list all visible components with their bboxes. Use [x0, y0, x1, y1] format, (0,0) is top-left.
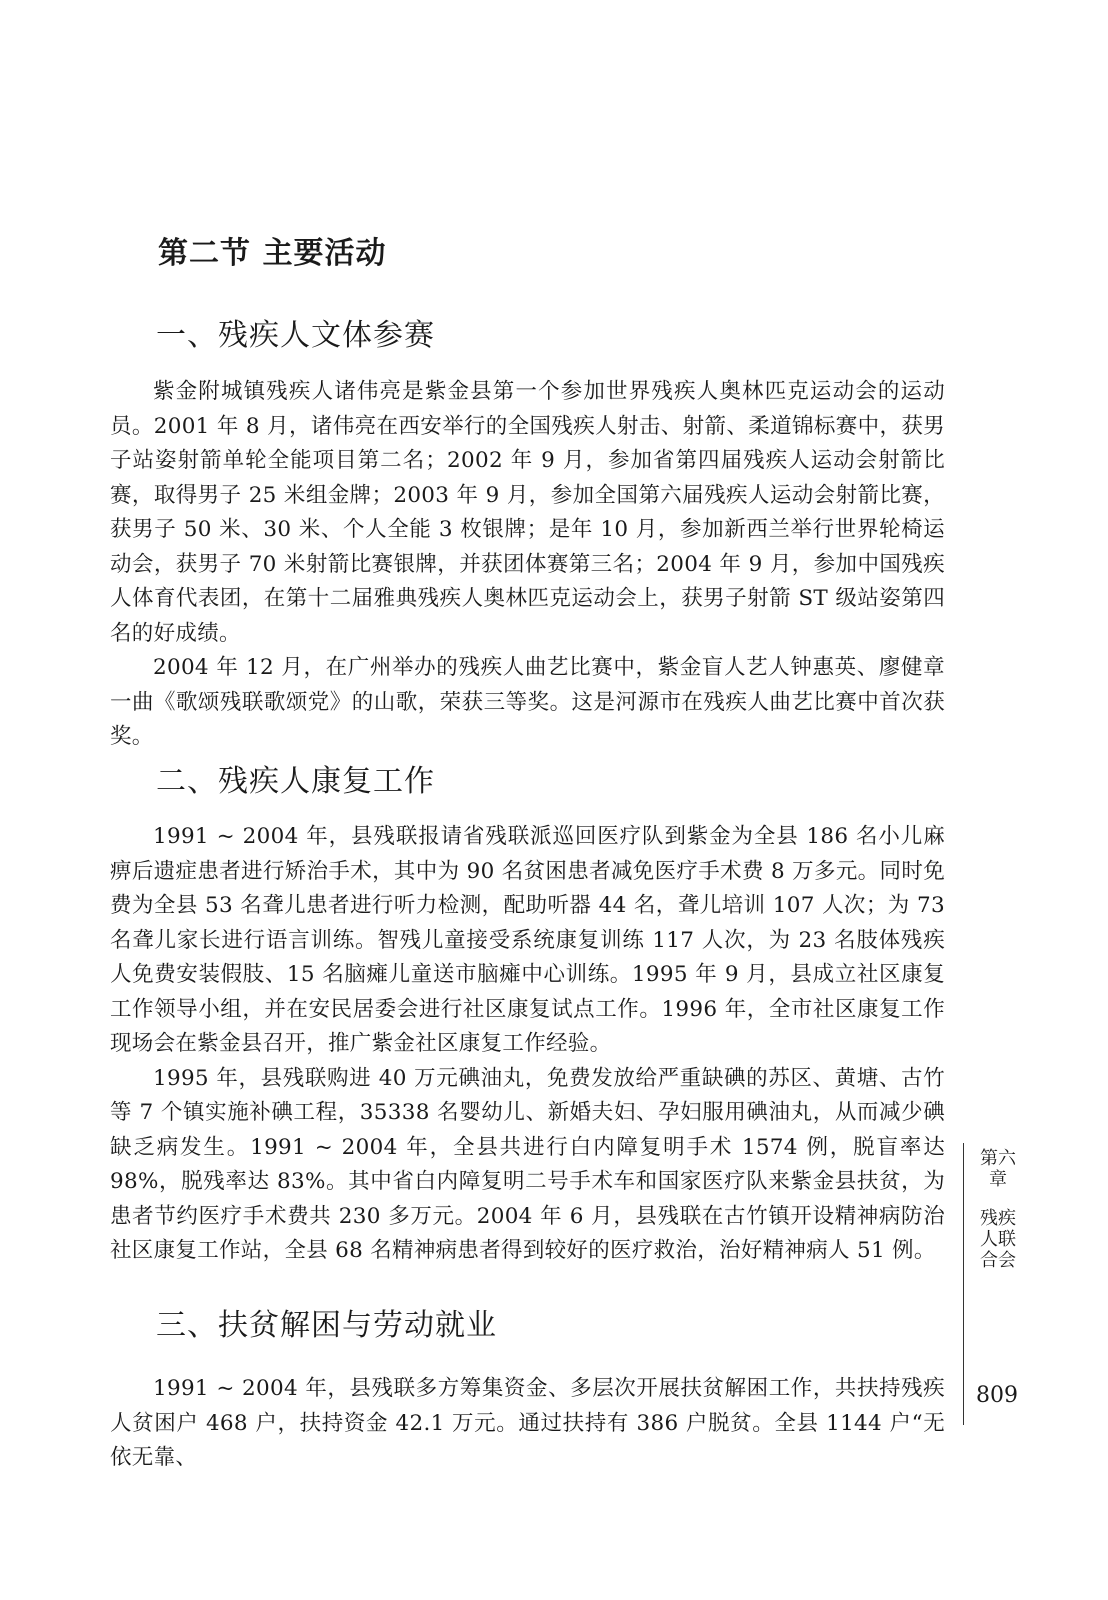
subsection-body-1 — [110, 375, 945, 755]
subsection-heading-1: 一、残疾人文体参赛 — [156, 318, 435, 353]
paragraph: 1991 ~ 2004 年，县残联多方筹集资金、多层次开展扶贫解困工作，共扶持残疾人贫困户 468 户，扶持资金 42.1 万元。通过扶持有 386 户脱贫。全县 1144 户“无依无靠、 — [110, 1376, 945, 1470]
subsection-heading-3: 三、扶贫解困与劳动就业 — [156, 1308, 497, 1343]
subsection-body-2 — [110, 820, 945, 1269]
subsection-body-3 — [110, 1372, 945, 1476]
section-title: 第二节 主要活动 — [158, 236, 387, 271]
margin-rule — [963, 1143, 964, 1425]
chapter-number: 第六章 — [980, 1148, 1016, 1190]
page-number: 809 — [976, 1383, 1018, 1408]
subsection-heading-2: 二、残疾人康复工作 — [156, 764, 435, 799]
paragraph: 紫金附城镇残疾人诸伟亮是紫金县第一个参加世界残疾人奥林匹克运动会的运动员。2001 年 8 月，诸伟亮在西安举行的全国残疾人射击、射箭、柔道锦标赛中，获男子站姿射箭单轮全能项目第二名；2002 年 9 月，参加省第四届残疾人运动会射箭比赛，取得男子 25 米组金牌；2003 年 9 月，参加全国第六届残疾人运动会射箭比赛，获男子 50 米、30 米、个人全能 3 枚银牌；是年 10 月，参加新西兰举行世界轮椅运动会，获男子 70 米射箭比赛银牌，并获团体赛第三名；2004 年 9 月，参加中国残疾人体育代表团，在第十二届雅典残疾人奥林匹克运动会上，获男子射箭 ST 级站姿第四名的好成绩。 — [110, 379, 945, 646]
paragraph: 1991 ~ 2004 年，县残联报请省残联派巡回医疗队到紫金为全县 186 名小儿麻痹后遗症患者进行矫治手术，其中为 90 名贫困患者减免医疗手术费 8 万多元。同时免费为全县 53 名聋儿患者进行听力检测，配助听器 44 名，聋儿培训 107 人次；为 73 名聋儿家长进行语言训练。智残儿童接受系统康复训练 117 人次，为 23 名肢体残疾人免费安装假肢、15 名脑瘫儿童送市脑瘫中心训练。1995 年 9 月，县成立社区康复工作领导小组，并在安民居委会进行社区康复试点工作。1996 年，全市社区康复工作现场会在紫金县召开，推广紫金社区康复工作经验。 — [110, 824, 945, 1056]
paragraph: 2004 年 12 月，在广州举办的残疾人曲艺比赛中，紫金盲人艺人钟惠英、廖健章一曲《歌颂残联歌颂党》的山歌，荣获三等奖。这是河源市在残疾人曲艺比赛中首次获奖。 — [110, 655, 945, 749]
margin-chapter-label — [978, 1148, 1018, 1271]
paragraph: 1995 年，县残联购进 40 万元碘油丸，免费发放给严重缺碘的苏区、黄塘、古竹等 7 个镇实施补碘工程，35338 名婴幼儿、新婚夫妇、孕妇服用碘油丸，从而减少碘缺乏病发生。1991 ~ 2004 年，全县共进行白内障复明手术 1574 例，脱盲率达 98%，脱残率达 83%。其中省白内障复明二号手术车和国家医疗队来紫金县扶贫，为患者节约医疗手术费共 230 多万元。2004 年 6 月，县残联在古竹镇开设精神病防治社区康复工作站，全县 68 名精神病患者得到较好的医疗救治，治好精神病人 51 例。 — [110, 1065, 945, 1263]
chapter-title: 残疾人联合会 — [980, 1208, 1016, 1271]
